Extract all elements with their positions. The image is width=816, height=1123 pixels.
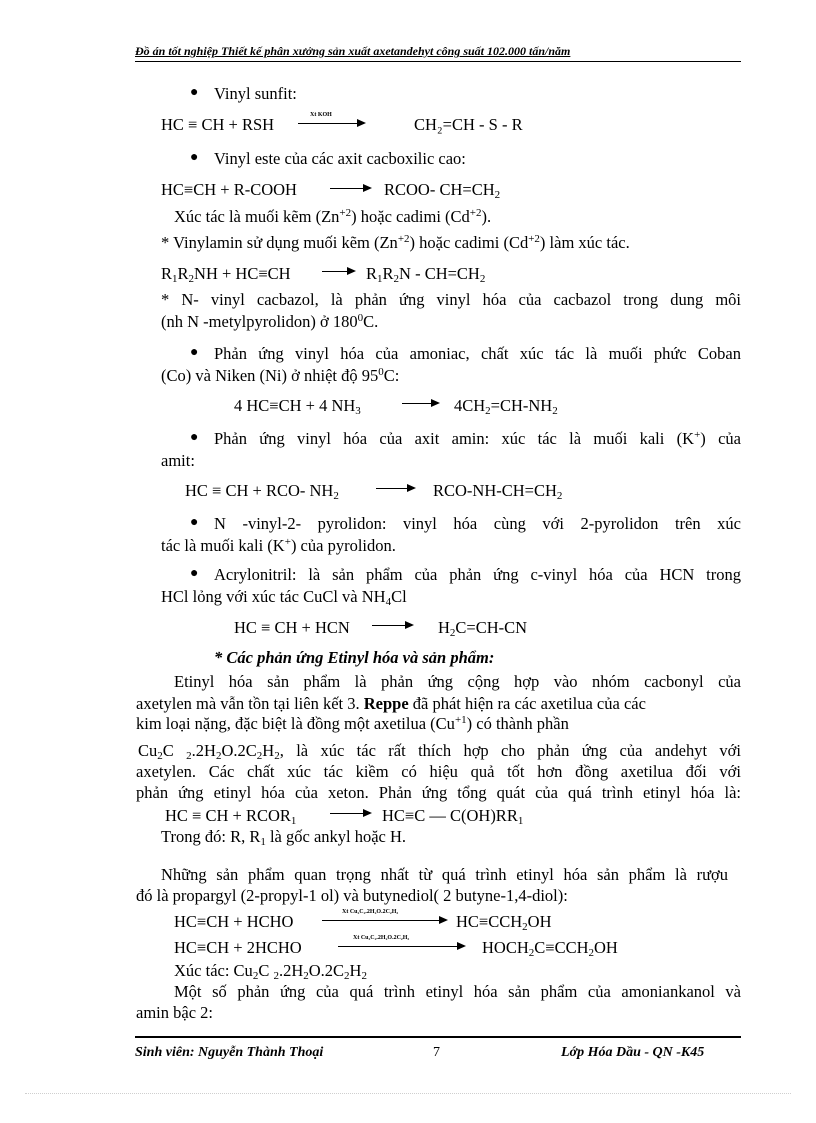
acrylonitril-line-2: HCl lỏng với xúc tác CuCl và $NH_4Cl$ [161, 587, 407, 608]
vinyl-este-title: Vinyl este của các axit cacboxilic cao: [214, 149, 466, 168]
eq-propargyl-right: $HC\equiv CCH_2OH$ [456, 912, 552, 933]
reaction-arrow-icon [322, 920, 446, 921]
eq-vinylamin-right: $R_1R_2N - CH=CH_2$ [366, 264, 486, 285]
eq-butynediol-left: HC≡CH + 2HCHO [174, 938, 302, 957]
amin-paragraph-line-1: Một số phản ứng của quá trình etinyl hóa sản phẩm của amoniankanol và [174, 982, 741, 1001]
reaction-arrow-icon [402, 403, 438, 404]
footer-class: Lớp Hóa Dầu - QN -K45 [561, 1045, 705, 1060]
cacbazol-line-2: (nh N -metylpyrolidon) ở $180^0C$. [161, 312, 379, 331]
amin-paragraph-line-2: amin bậc 2: [136, 1003, 213, 1022]
bullet-icon: ● [190, 566, 199, 581]
etinyl-paragraph-line-2: axetylen mà vẫn tồn tại liên kết 3. Reppe đã phát hiện ra các axetilua của các [136, 694, 646, 713]
vinyl-este-catalyst: Xúc tác là muối kẽm $(Zn^{+2})$ hoặc cadimi $(Cd^{+2})$. [174, 207, 492, 226]
bullet-icon: ● [190, 85, 199, 100]
eq-vinylamin-left: $R_1R_2NH + HC\equiv CH$ [161, 264, 291, 285]
etinyl-paragraph-line-4: $Cu_2C$ $_2.2H_2O.2C_2H_2$, là xúc tác rất thích hợp cho phản ứng của andehyt với [138, 741, 741, 762]
reaction-arrow-icon [330, 813, 370, 814]
bullet-icon: ● [190, 345, 199, 360]
header-rule [135, 61, 741, 62]
axit-amin-line-1: Phản ứng vinyl hóa của axit amin: xúc tác là muối kali (K+) của [214, 429, 741, 448]
bullet-icon: ● [190, 430, 199, 445]
amoniac-line-1: Phản ứng vinyl hóa của amoniac, chất xúc tác là muối phức Coban [214, 344, 741, 363]
amoniac-line-2: (Co) và Niken (Ni) ở nhiệt độ $95^0C$: [161, 366, 400, 385]
bullet-icon: ● [190, 515, 199, 530]
reaction-arrow-icon [376, 488, 414, 489]
eq-axit-amin-right: RCO-$NH-CH=CH_2$ [433, 481, 563, 502]
eq-butynediol-right: $HOCH_2C\equiv CCH_2OH$ [482, 938, 618, 959]
vinylamin-note: * Vinylamin sử dụng muối kẽm $(Zn^{+2})$ hoặc cadimi $(Cd^{+2})$ làm xúc tác. [161, 233, 630, 252]
eq-vinyl-este-left: HC≡CH + R-COOH [161, 180, 297, 199]
eq-propargyl-catalyst: Xt Cu₂C₂.2H₂O.2C₂H₂ [342, 909, 399, 915]
etinyl-paragraph-line-5: axetylen. Các chất xúc tác kiềm có hiệu quả tốt hơn đồng axetilua đối với [136, 762, 741, 781]
section-heading-etinyl: * Các phản ứng Etinyl hóa và sản phẩm: [214, 648, 495, 667]
pyrolidon-line-2: tác là muối kali (K+) của pyrolidon. [161, 536, 396, 555]
etinyl-paragraph-line-3: kim loại nặng, đặc biệt là đồng một axetilua $(Cu^{+1})$ có thành phần [136, 714, 569, 733]
etinyl-paragraph-line-6: phản ứng etinyl hóa của xeton. Phản ứng tổng quát của quá trình etinyl hóa là: [136, 783, 741, 802]
eq-etinyl-general-right: HC≡C — $C(OH)RR_1$ [382, 806, 524, 827]
eq-propargyl-left: HC≡CH + HCHO [174, 912, 294, 931]
reaction-arrow-icon [372, 625, 412, 626]
eq-amoniac-left: 4 HC≡CH + 4 $NH_3$ [234, 396, 361, 417]
axit-amin-line-2: amit: [161, 451, 195, 470]
eq-amoniac-right: $4CH_2=CH-NH_2$ [454, 396, 558, 417]
eq-axit-amin-left: HC ≡ CH + RCO- $NH_2$ [185, 481, 339, 502]
eq-acrylonitril-left: HC ≡ CH + HCN [234, 618, 350, 637]
eq-acrylonitril-right: $H_2C=CH-CN$ [438, 618, 528, 639]
footer-rule [135, 1036, 741, 1038]
products-catalyst: Xúc tác: $Cu_2C$ $_2.2H_2O.2C_2H_2$ [174, 961, 367, 982]
footer-student: Sinh viên: Nguyễn Thành Thoại [135, 1045, 324, 1060]
acrylonitril-line-1: Acrylonitril: là sản phẩm của phản ứng c-vinyl hóa của HCN trong [214, 565, 741, 584]
page-header: Đồ án tốt nghiệp Thiết kế phân xưởng sản xuất axetandehyt công suất 102.000 tấn/năm [135, 44, 571, 58]
products-paragraph-line-1: Những sản phẩm quan trọng nhất từ quá trình etinyl hóa sản phẩm là rượu [161, 865, 728, 884]
eq-vinyl-este-right: RCOO- $CH=CH_2$ [384, 180, 501, 201]
eq-butynediol-catalyst: Xt Cu₂C₂.2H₂O.2C₂H₂ [353, 935, 410, 941]
cacbazol-line-1: * N- vinyl cacbazol, là phản ứng vinyl hóa của cacbazol trong dung môi [161, 290, 741, 309]
eq-vinyl-sunfit-catalyst: Xt KOH [310, 112, 332, 118]
page-bottom-divider [25, 1093, 791, 1094]
reaction-arrow-icon [330, 188, 370, 189]
pyrolidon-line-1: N -vinyl-2- pyrolidon: vinyl hóa cùng với 2-pyrolidon trên xúc [214, 514, 741, 533]
bullet-icon: ● [190, 150, 199, 165]
etinyl-paragraph-line-1: Etinyl hóa sản phẩm là phản ứng cộng hợp vào nhóm cacbonyl của [174, 672, 741, 691]
reaction-arrow-icon [322, 271, 354, 272]
eq-vinyl-sunfit-right: CH₂=CH - S - R [414, 115, 523, 134]
reaction-arrow-icon [338, 946, 464, 947]
vinyl-sunfit-title: Vinyl sunfit: [214, 84, 297, 103]
page-number: 7 [433, 1045, 440, 1060]
eq-etinyl-general-left: HC ≡ CH + $RCOR_1$ [165, 806, 297, 827]
reppe-name: Reppe [363, 694, 409, 713]
reaction-arrow-icon [298, 123, 364, 124]
etinyl-where-note: Trong đó: R, $R_1$ là gốc ankyl hoặc H. [161, 827, 407, 848]
eq-vinyl-sunfit-left: HC ≡ CH + RSH [161, 115, 275, 134]
products-paragraph-line-2: đó là propargyl (2-propyl-1 ol) và butynediol( 2 butyne-1,4-diol): [136, 886, 568, 905]
